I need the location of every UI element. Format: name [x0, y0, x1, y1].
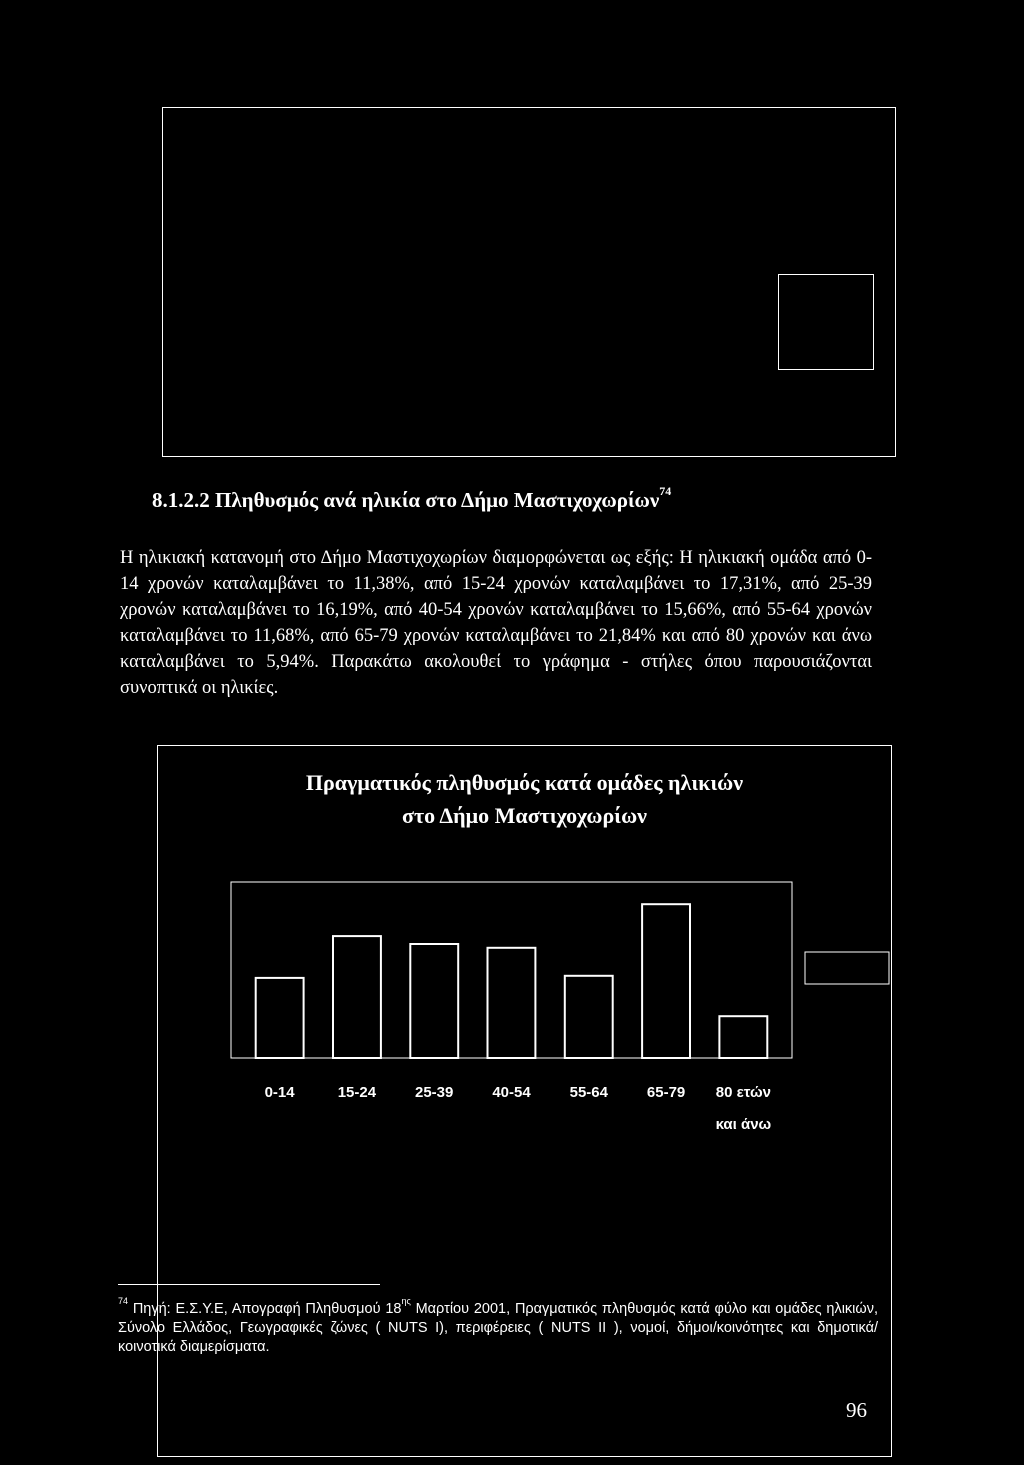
- x-tick-label-line-2: και άνω: [715, 1116, 772, 1133]
- chart-title-line-2: στο Δήμο Μαστιχοχωρίων: [402, 803, 647, 828]
- bar-25-39: [410, 944, 458, 1058]
- x-tick-label: 0-14: [264, 1084, 295, 1101]
- footnote-rule: [118, 1284, 380, 1285]
- page-number: 96: [846, 1398, 867, 1422]
- footnote-reference: 74: [659, 484, 672, 498]
- chart-title-line-1: Πραγματικός πληθυσμός κατά ομάδες ηλικιών: [305, 770, 744, 795]
- x-tick-label: 65-79: [646, 1084, 686, 1101]
- x-tick-label: 15-24: [337, 1084, 377, 1101]
- legend-box: [805, 952, 889, 984]
- plot-area: [231, 882, 792, 1058]
- bar-65-79: [642, 904, 690, 1058]
- bar-0-14: [256, 978, 304, 1058]
- x-tick-label: 40-54: [492, 1084, 531, 1101]
- x-tick-label: 80 ετών: [715, 1084, 772, 1101]
- bar-15-24: [333, 936, 381, 1058]
- footnote-text-before: Πηγή: Ε.Σ.Υ.Ε, Απογραφή Πληθυσμού 18: [132, 1300, 402, 1317]
- bar-80 ετών και άνω: [719, 1016, 767, 1058]
- body-paragraph: Η ηλικιακή κατανομή στο Δήμο Μαστιχοχωρίων διαμορφώνεται ως εξής: Η ηλικιακή ομάδα από 0-14 χρονών καταλαμβάνει το 11,38%, από 15-24 χρονών καταλαμβάνει το 17,31%, από 25-39 χρονών καταλαμβάνει το 16,19%, από 40-54 χρονών καταλαμβάνει το 15,66%, από 55-64 χρονών καταλαμβάνει το 11,68%, από 65-79 χρονών καταλαμβάνει το 21,84% και από 80 χρονών και άνω καταλαμβάνει το 5,94%. Παρακάτω ακολουθεί το γράφημα - στήλες όπου παρουσιάζονται συνοπτικά οι ηλικίες.: [120, 548, 872, 698]
- footnote-text-after: Μαρτίου 2001, Πραγματικός πληθυσμός κατά φύλο και ομάδες ηλικιών, Σύνολο Ελλάδος, Γεωγραφικές ζώνες ( NUTS I), περιφέρειες ( NUTS II ), νομοί, δήμοι/κοινότητες και δημοτικά/κοινοτικά διαμερίσματα.: [118, 1300, 878, 1355]
- bar-40-54: [488, 948, 536, 1058]
- x-tick-label: 55-64: [569, 1084, 608, 1101]
- bar-55-64: [565, 976, 613, 1058]
- x-tick-label: 25-39: [415, 1084, 454, 1101]
- section-number: 8.1.2.2: [152, 488, 210, 512]
- section-title: Πληθυσμός ανά ηλικία στο Δήμο Μαστιχοχωρίων: [215, 488, 660, 512]
- footnote-superscript: ης: [401, 1296, 411, 1306]
- footnote-number: 74: [118, 1296, 129, 1306]
- footnote: [118, 1295, 878, 1357]
